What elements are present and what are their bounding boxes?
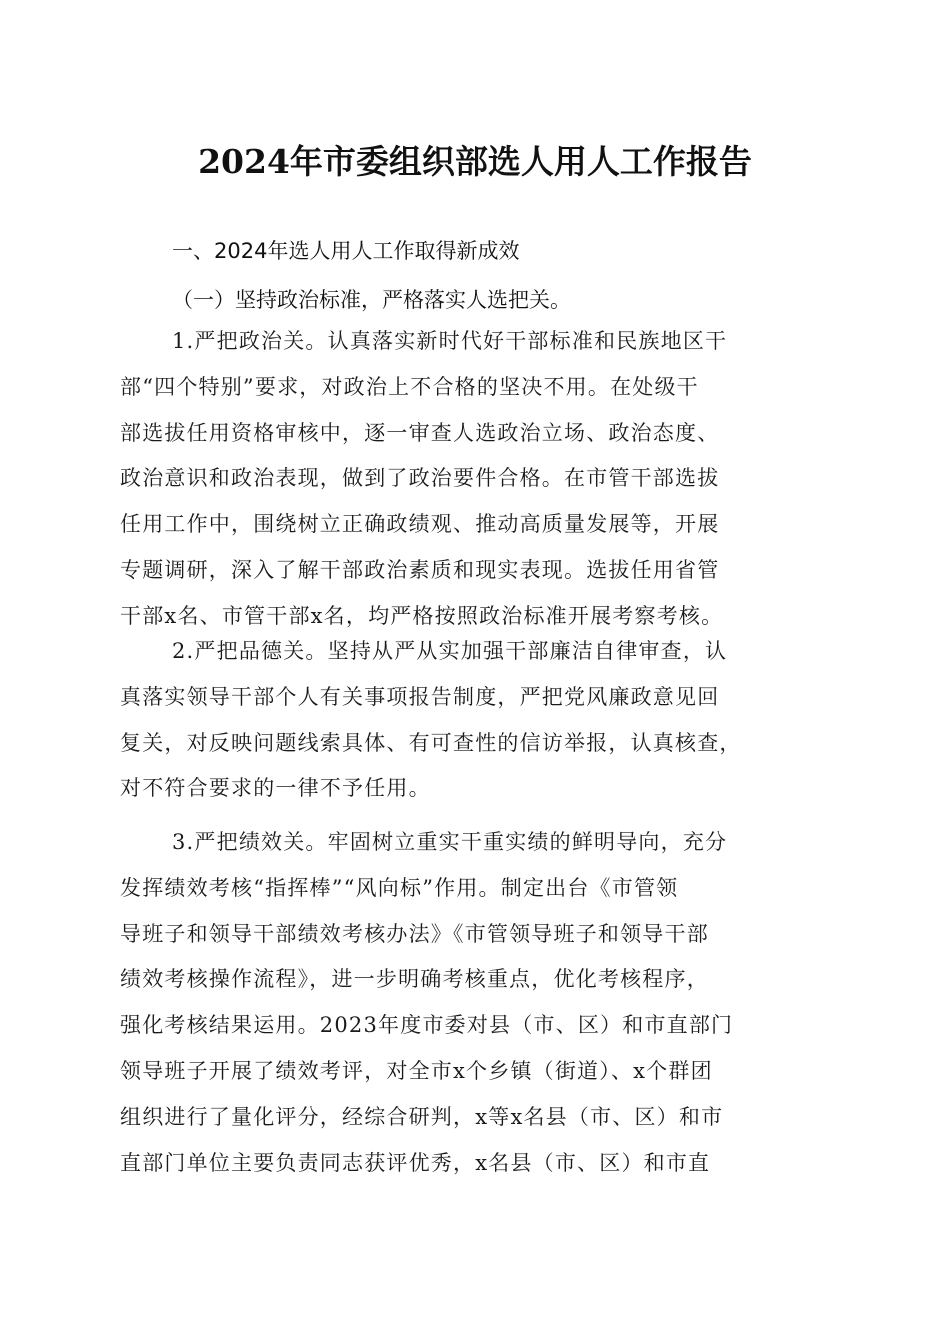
paragraph-line: 部选拔任用资格审核中，逐一审查人选政治立场、政治态度、 (120, 420, 720, 445)
paragraph-line: 发挥绩效考核“指挥棒”“风向标”作用。制定出台《市管领 (120, 875, 679, 900)
paragraph-line: 强化考核结果运用。2023年度市委对县（市、区）和市直部门 (120, 1013, 734, 1038)
paragraph-line: 政治意识和政治表现，做到了政治要件合格。在市管干部选拔 (120, 466, 720, 491)
paragraph-line: 2.严把品德关。坚持从严从实加强干部廉洁自律审查，认 (172, 639, 728, 663)
paragraph-political-check (120, 319, 832, 640)
paragraph-line: 组织进行了量化评分，经综合研判，x等x名县（市、区）和市 (120, 1104, 724, 1129)
paragraph-line: 绩效考核操作流程》，进一步明确考核重点，优化考核程序， (120, 967, 709, 992)
document-title: 2024年市委组织部选人用人工作报告 (198, 142, 752, 181)
paragraph-line: 专题调研，深入了解干部政治素质和现实表现。选拔任用省管 (120, 557, 720, 582)
paragraph-integrity-check (120, 629, 832, 812)
paragraph-line: 真落实领导干部个人有关事项报告制度，严把党风廉政意见回 (120, 684, 720, 709)
paragraph-line: 对不符合要求的一律不予任用。 (120, 776, 431, 801)
paragraph-line: 复关，对反映问题线索具体、有可查性的信访举报，认真核查， (120, 730, 742, 755)
paragraph-line: 干部x名、市管干部x名，均严格按照政治标准开展考察考核。 (120, 603, 724, 628)
paragraph-performance-check (120, 820, 832, 1186)
paragraph-line: 直部门单位主要负责同志获评优秀，x名县（市、区）和市直 (120, 1150, 711, 1175)
paragraph-line: 导班子和领导干部绩效考核办法》《市管领导班子和领导干部 (120, 921, 709, 946)
paragraph-line: 部“四个特别”要求，对政治上不合格的坚决不用。在处级干 (120, 374, 699, 399)
paragraph-line: 领导班子开展了绩效考评，对全市x个乡镇（街道）、x个群团 (120, 1058, 713, 1083)
paragraph-line: 任用工作中，围绕树立正确政绩观、推动高质量发展等，开展 (120, 512, 720, 537)
paragraph-line: 3.严把绩效关。牢固树立重实干重实绩的鲜明导向，充分 (172, 830, 728, 854)
section-heading: 一、2024年选人用人工作取得新成效 (172, 239, 520, 263)
paragraph-line: 1.严把政治关。认真落实新时代好干部标准和民族地区干 (172, 329, 728, 353)
subsection-heading: （一）坚持政治标准，严格落实人选把关。 (172, 288, 571, 312)
